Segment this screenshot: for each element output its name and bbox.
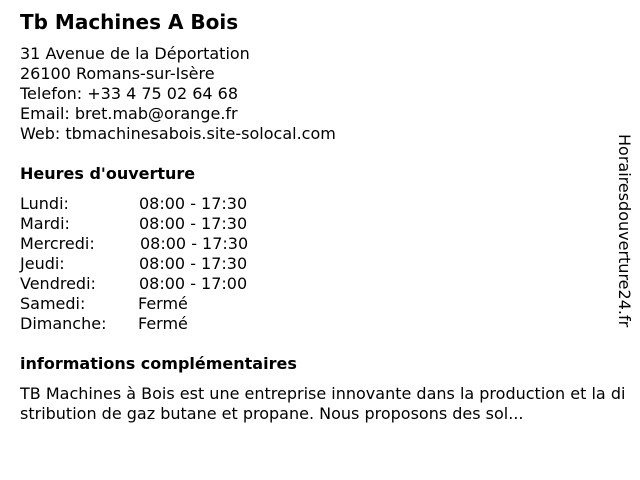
- day-label: Dimanche:: [20, 314, 107, 333]
- business-name: Tb Machines A Bois: [20, 10, 239, 34]
- address-line-1: 31 Avenue de la Déportation: [20, 44, 250, 63]
- hours-heading: Heures d'ouverture: [20, 164, 196, 183]
- hours-row-monday: [20, 194, 320, 214]
- hours-row-thursday: [20, 254, 320, 274]
- day-label: Jeudi:: [20, 254, 65, 273]
- site-watermark: [612, 134, 634, 346]
- day-label: Samedi:: [20, 294, 86, 313]
- hours-row-wednesday: [20, 234, 320, 254]
- hours-row-sunday: [20, 314, 320, 334]
- watermark-text: Horairesdouverture24.fr: [615, 134, 634, 328]
- day-hours: Fermé: [138, 314, 188, 333]
- day-label: Lundi:: [20, 194, 69, 213]
- day-hours: Fermé: [138, 294, 188, 313]
- day-label: Vendredi:: [20, 274, 96, 293]
- day-hours: 08:00 - 17:30: [140, 234, 249, 253]
- day-hours: 08:00 - 17:00: [139, 274, 248, 293]
- day-label: Mardi:: [20, 214, 70, 233]
- phone-line: Telefon: +33 4 75 02 64 68: [20, 84, 239, 103]
- info-description: TB Machines à Bois est une entreprise innovante dans la production et la distribution de gaz butane et propane. Nous proposons des sol...: [20, 384, 626, 423]
- info-heading: informations complémentaires: [20, 354, 297, 373]
- hours-row-tuesday: [20, 214, 320, 234]
- web-line: Web: tbmachinesabois.site-solocal.com: [20, 124, 336, 143]
- day-label: Mercredi:: [20, 234, 95, 253]
- address-line-2: 26100 Romans-sur-Isère: [20, 64, 215, 83]
- hours-row-saturday: [20, 294, 320, 314]
- day-hours: 08:00 - 17:30: [139, 194, 248, 213]
- hours-table: [20, 194, 320, 334]
- day-hours: 08:00 - 17:30: [139, 214, 248, 233]
- contact-block: [20, 44, 336, 144]
- email-line: Email: bret.mab@orange.fr: [20, 104, 238, 123]
- hours-row-friday: [20, 274, 320, 294]
- day-hours: 08:00 - 17:30: [139, 254, 248, 273]
